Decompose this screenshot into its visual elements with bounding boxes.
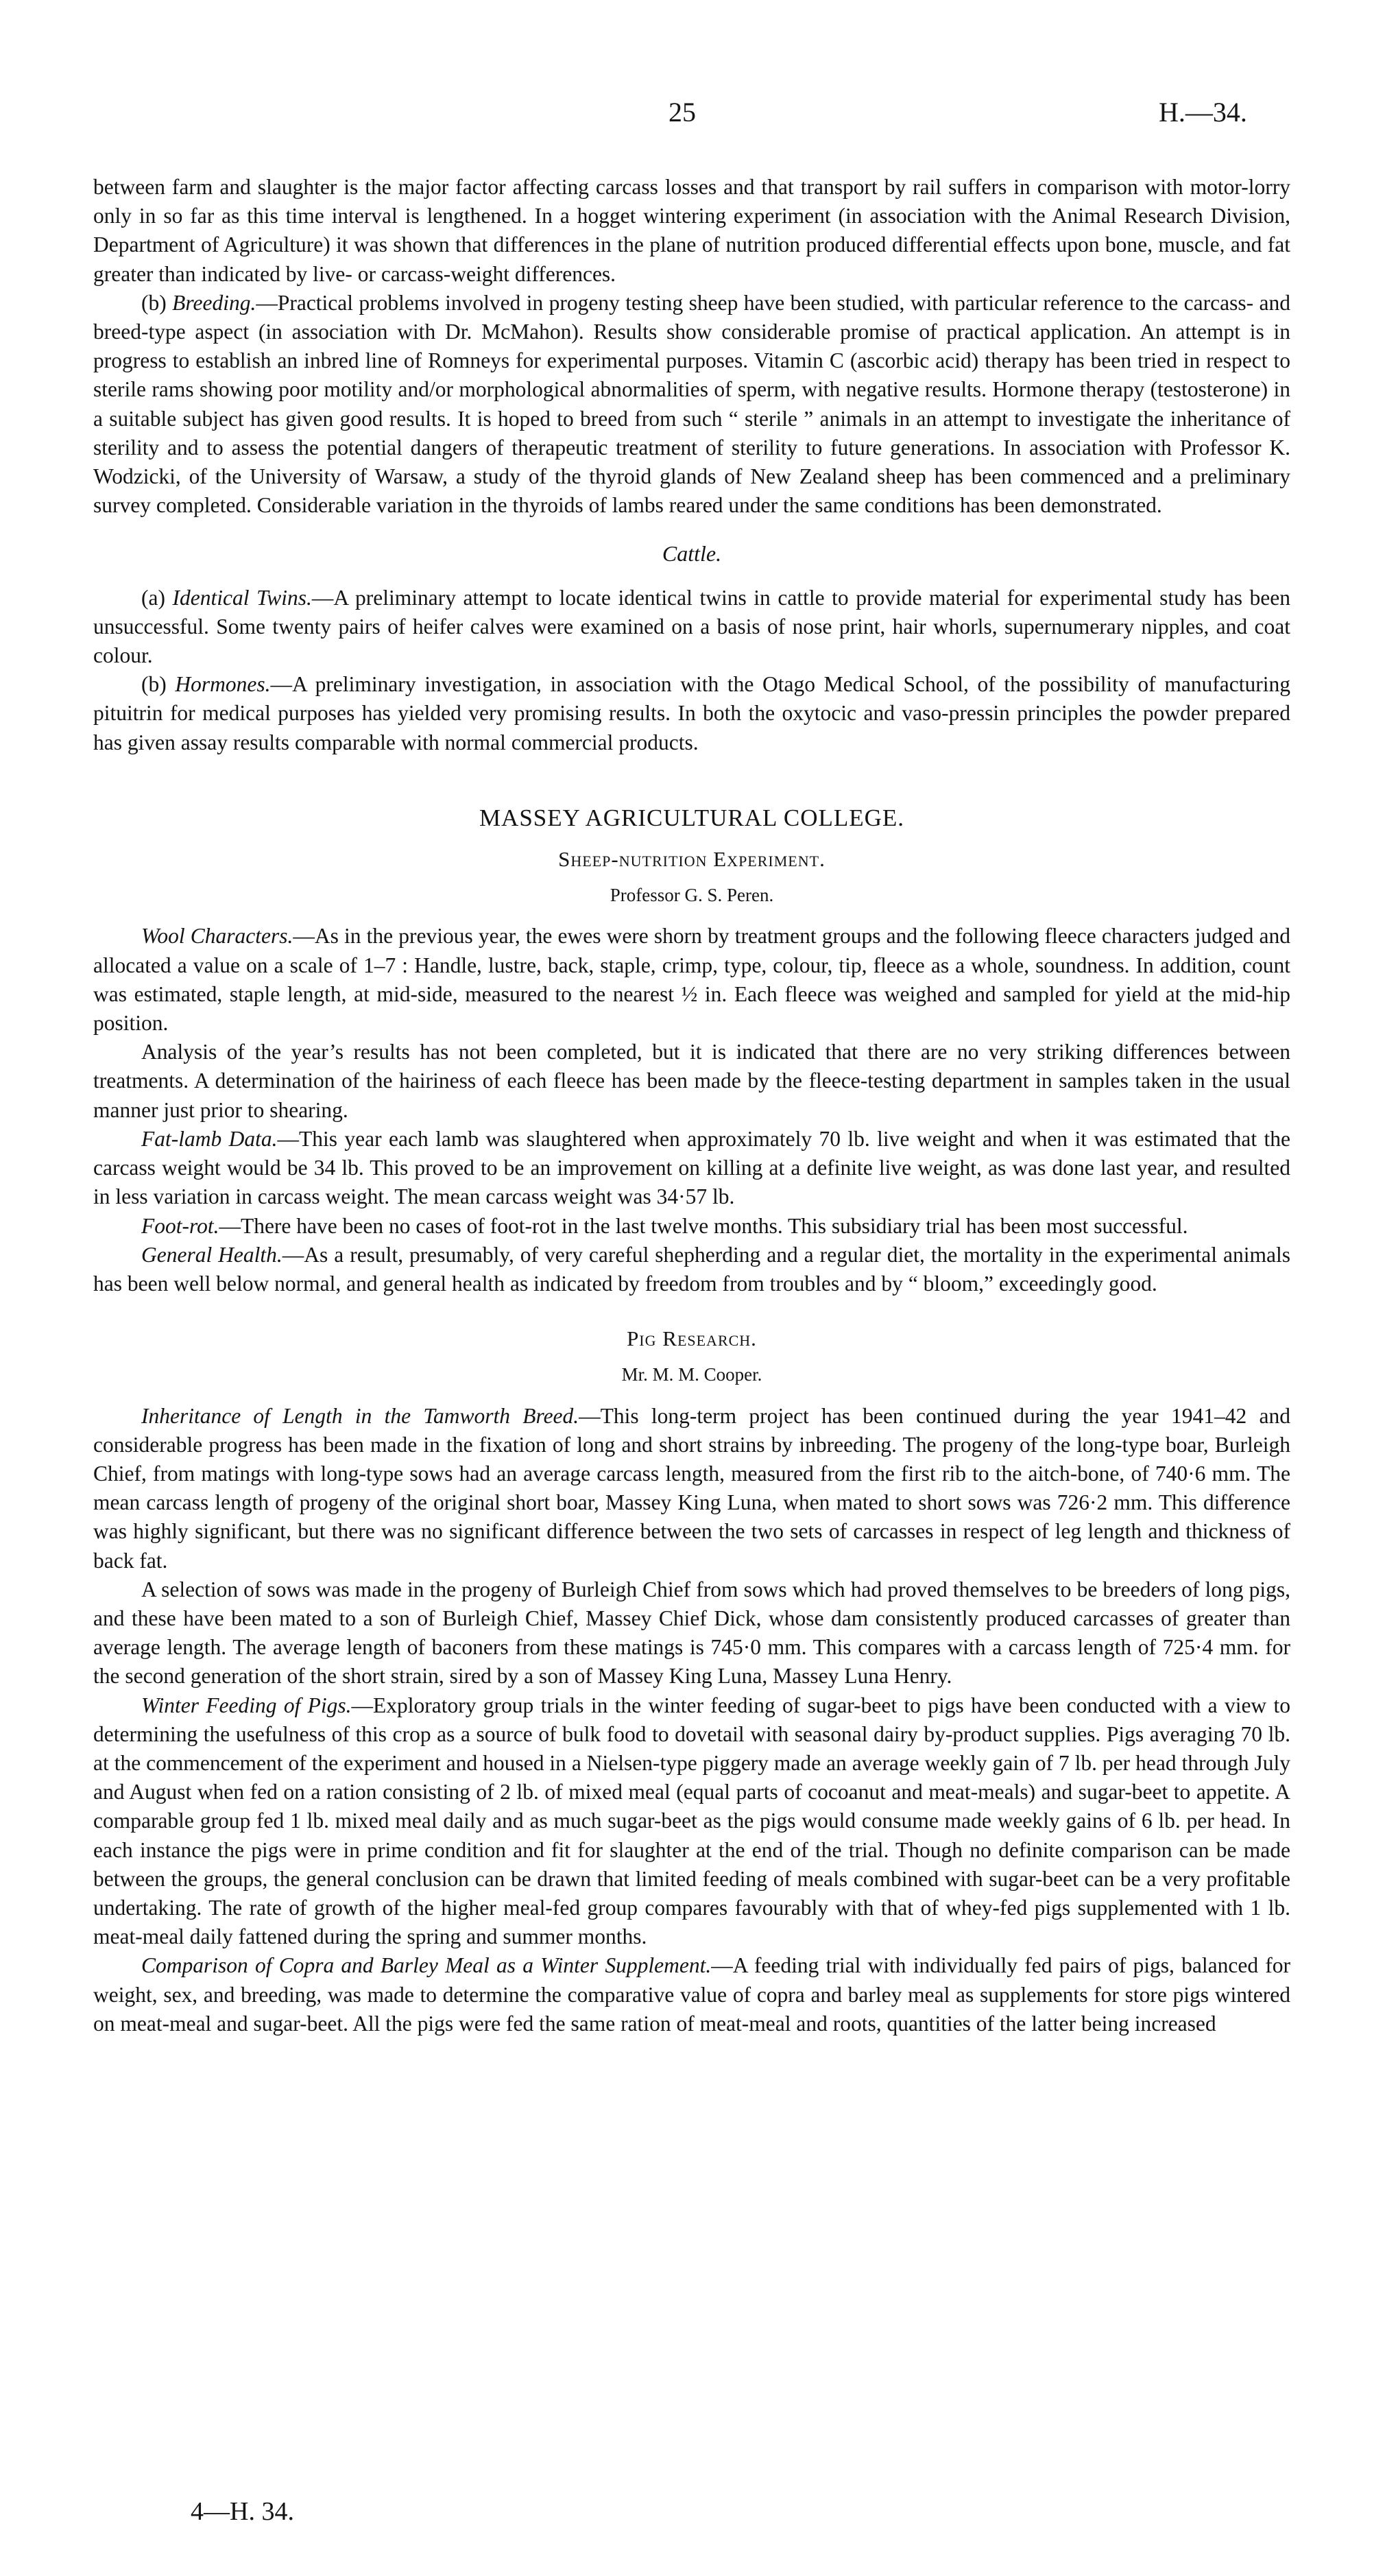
page-number: 25	[669, 97, 696, 128]
inheritance-paragraph	[93, 1402, 1290, 1575]
copra-paragraph	[93, 1951, 1290, 2038]
fatlamb-text: —This year each lamb was slaughtered when approximately 70 lb. live weight and when it was estimated that the carcass weight would be 34 lb. This proved to be an improvement on killing at a definite live weight, as was done last year, and resulted in less variation in carcass weight. The mean carcass weight was 34·57 lb.	[93, 1126, 1290, 1209]
pig-author: Mr. M. M. Cooper.	[621, 1364, 762, 1385]
selection-paragraph: A selection of sows was made in the progeny of Burleigh Chief from sows which had proved themselves to be breeders of long pigs, and these have been mated to a son of Burleigh Chief, Massey Chief Dick, whose dam consistently produced carcasses of greater than average length. The average length of baconers from these matings is 745·0 mm. This compares with a carcass length of 725·4 mm. for the second generation of the short strain, sired by a son of Massey King Luna, Massey Luna Henry.	[93, 1577, 1290, 1689]
hormones-label: (b)	[141, 672, 176, 697]
copra-title: Comparison of Copra and Barley Meal as a Winter Supplement.	[141, 1953, 712, 1978]
breeding-title: Breeding.	[172, 290, 256, 315]
page-body	[93, 173, 1290, 2038]
hormones-title: Hormones.	[175, 672, 271, 697]
hormones-paragraph	[93, 670, 1290, 757]
massey-author: Professor G. S. Peren.	[610, 885, 774, 906]
wool-title: Wool Characters.	[141, 924, 293, 949]
wool-text: —As in the previous year, the ewes were shorn by treatment groups and the following fleece characters judged and allocated a value on a scale of 1–7 : Handle, lustre, back, staple, crimp, type, colour, tip, fleece as a whole, soundness. In addition, count was estimated, staple length, at mid-side, measured to the nearest ½ in. Each fleece was weighed and sampled for yield at the mid-hip position.	[93, 924, 1290, 1036]
winter-paragraph	[93, 1691, 1290, 1952]
health-title: General Health.	[141, 1242, 282, 1267]
health-paragraph	[93, 1241, 1290, 1298]
fatlamb-paragraph	[93, 1125, 1290, 1212]
copra-text: —A feeding trial with individually fed pairs of pigs, balanced for weight, sex, and breeding, was made to determine the comparative value of copra and barley meal as supplements for store pigs wintered on meat-meal and sugar-beet. All the pigs were fed the same ration of meat-meal and roots, quantities of the latter being increased	[93, 1953, 1291, 2036]
winter-title: Winter Feeding of Pigs.	[141, 1693, 352, 1717]
page-header	[0, 96, 1385, 137]
inheritance-title: Inheritance of Length in the Tamworth Breed.	[141, 1403, 579, 1428]
winter-text: —Exploratory group trials in the winter feeding of sugar-beet to pigs have been conducted with a view to determining the usefulness of this crop as a source of bulk food to dovetail with seasonal dairy by-product supplies. Pigs averaging 70 lb. at the commencement of the experiment and housed in a Nielsen-type piggery made an average weekly gain of 7 lb. per head through July and August when fed on a ration consisting of 2 lb. of mixed meal (equal parts of cocoanut and meat-meals) and sugar-beet to appetite. A comparable group fed 1 lb. mixed meal daily and as much sugar-beet as the pigs would consume made weekly gains of 6 lb. per head. In each instance the pigs were in prime condition and fit for slaughter at the end of the trial. Though no definite comparison can be made between the groups, the general conclusion can be drawn that limited feeding of meals combined with sugar-beet can be a very profitable undertaking. The rate of growth of the higher meal-fed group compares favourably with that of whey-fed pigs supplemented with 1 lb. meat-meal daily fattened during the spring and summer months.	[93, 1693, 1290, 1949]
continued-paragraph: between farm and slaughter is the major factor affecting carcass losses and that transport by rail suffers in comparison with motor-lorry only in so far as this time interval is lengthened. In a hogget wintering experiment (in association with the Animal Research Division, Department of Agriculture) it was shown that differences in the plane of nutrition produced differential effects upon bone, muscle, and fat greater than indicated by live- or carcass-weight differences.	[93, 175, 1290, 286]
footrot-text: —There have been no cases of foot-rot in the last twelve months. This subsidiary trial has been most successful.	[219, 1213, 1188, 1238]
twins-title: Identical Twins.	[172, 585, 312, 610]
wool-paragraph	[93, 922, 1290, 1038]
twins-label: (a)	[141, 585, 173, 610]
document-code: H.—34.	[1159, 97, 1247, 128]
twins-text: —A preliminary attempt to locate identical twins in cattle to provide material for experimental study has been unsuccessful. Some twenty pairs of heifer calves were examined on a basis of nose print, hair whorls, supernumerary nipples, and coat colour.	[93, 585, 1290, 668]
inheritance-text: —This long-term project has been continued during the year 1941–42 and considerable progress has been made in the fixation of long and short strains by inbreeding. The progeny of the long-type boar, Burleigh Chief, from matings with long-type sows had an average carcass length, measured from the first rib to the aitch-bone, of 740·6 mm. The mean carcass length of progeny of the original short boar, Massey King Luna, when mated to short sows was 726·2 mm. This difference was highly significant, but there was no significant difference between the two sets of carcasses in respect of leg length and thickness of back fat.	[93, 1403, 1290, 1573]
massey-heading: MASSEY AGRICULTURAL COLLEGE.	[479, 804, 905, 831]
twins-paragraph	[93, 584, 1290, 671]
footrot-title: Foot-rot.	[141, 1213, 219, 1238]
pig-research-heading: Pig Research.	[627, 1326, 757, 1351]
hormones-text: —A preliminary investigation, in association with the Otago Medical School, of the possibility of manufacturing pituitrin for medical purposes has yielded very promising results. In both the oxytocic and vaso-pressin principles the powder prepared has given assay results comparable with normal commercial products.	[93, 672, 1290, 754]
cattle-heading: Cattle.	[662, 541, 722, 567]
footrot-paragraph	[93, 1212, 1290, 1241]
fatlamb-title: Fat-lamb Data.	[141, 1126, 278, 1151]
sheep-nutrition-heading: Sheep-nutrition Experiment.	[558, 847, 826, 872]
breeding-text: —Practical problems involved in progeny testing sheep have been studied, with particular reference to the carcass- and breed-type aspect (in association with Dr. McMahon). Results show considerable promise of practical application. An attempt is in progress to establish an inbred line of Romneys for experimental purposes. Vitamin C (ascorbic acid) therapy has been tried in respect to sterile rams showing poor motility and/or morphological abnormalities of sperm, with negative results. Hormone therapy (testosterone) in a suitable subject has given good results. It is hoped to breed from such “ sterile ” animals in an attempt to investigate the inheritance of sterility and to assess the potential dangers of therapeutic treatment of sterility to future generations. In association with Professor K. Wodzicki, of the University of Warsaw, a study of the thyroid glands of New Zealand sheep has been commenced and a preliminary survey completed. Considerable variation in the thyroids of lambs reared under the same conditions has been demonstrated.	[93, 290, 1290, 518]
footer-signature: 4—H. 34.	[191, 2497, 294, 2526]
health-text: —As a result, presumably, of very careful shepherding and a regular diet, the mortality in the experimental animals has been well below normal, and general health as indicated by freedom from troubles and by “ bloom,” exceedingly good.	[93, 1242, 1290, 1296]
breeding-label: (b)	[141, 290, 173, 315]
analysis-paragraph: Analysis of the year’s results has not been completed, but it is indicated that there are no very striking differences between treatments. A determination of the hairiness of each fleece has been made by the fleece-testing department in samples taken in the usual manner just prior to shearing.	[93, 1040, 1290, 1122]
breeding-paragraph	[93, 289, 1290, 521]
